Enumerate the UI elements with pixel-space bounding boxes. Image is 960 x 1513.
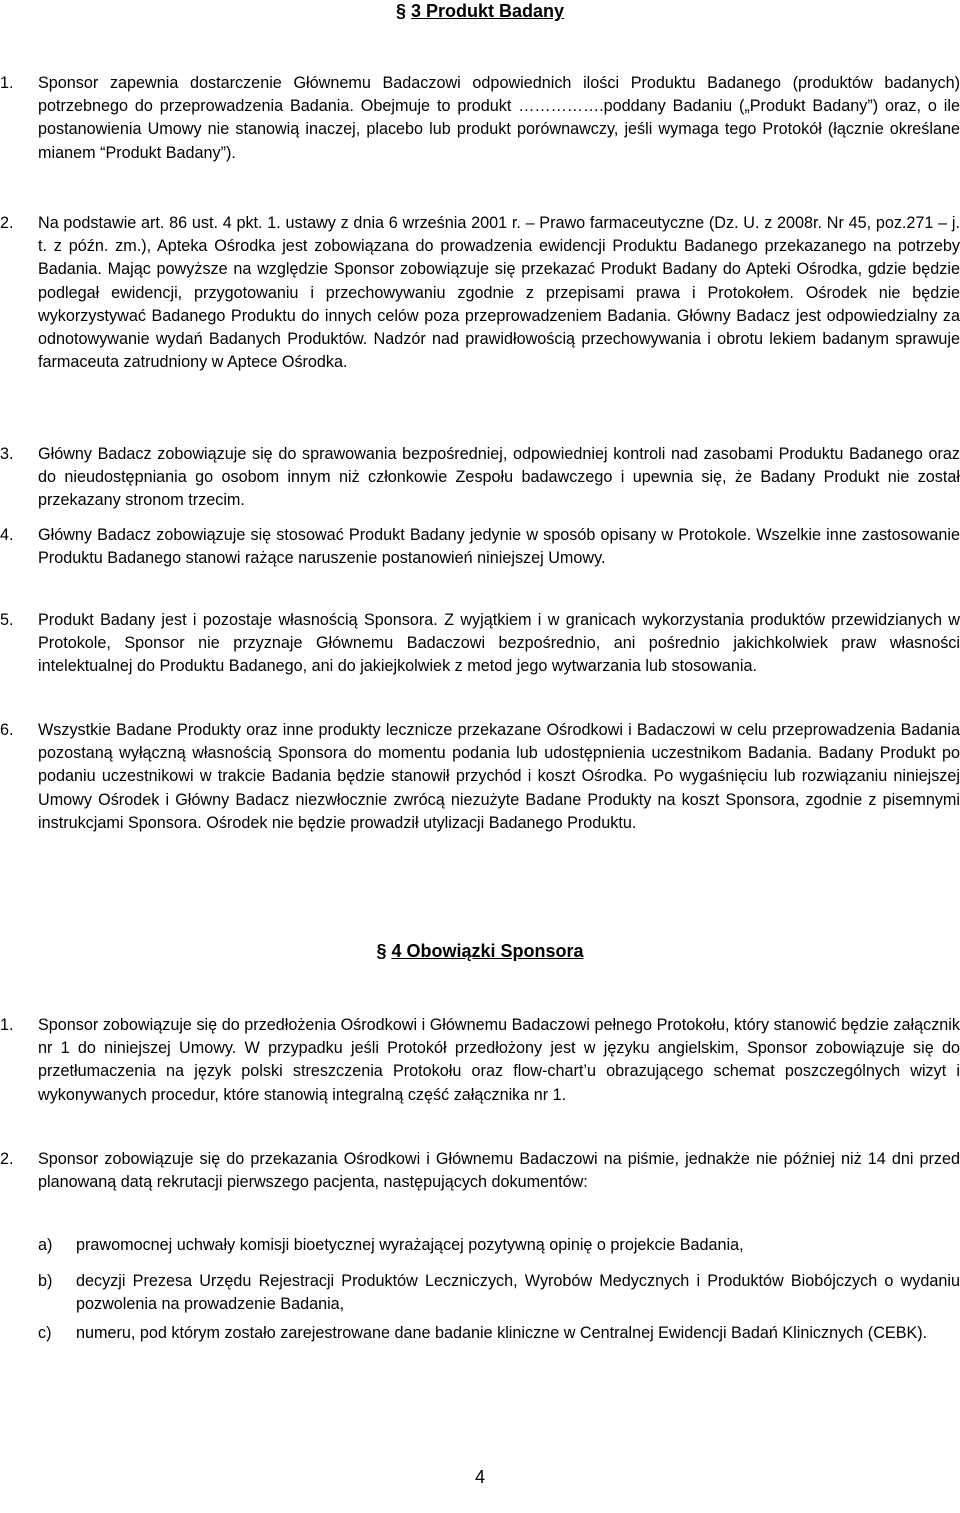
item-text: Na podstawie art. 86 ust. 4 pkt. 1. ustawy z dnia 6 września 2001 r. – Prawo farmaceutyczne (Dz. U. z 2008r. Nr 45, poz.271 – j. t. z późn. zm.), Apteka Ośrodka jest zobowiązana do prowadzenia ewidencji Produktu Badanego przekazanego na potrzeby Badania. Mając powyższe na względzie Sponsor zobowiązuje się przekazać Produkt Badany do Apteki Ośrodka, gdzie będzie podlegał ewidencji, przygotowaniu i przechowywaniu zgodnie z przepisami prawa i Protokołem. Ośrodek nie będzie wykorzystywać Badanego Produktu do innych celów poza przeprowadzeniem Badania. Główny Badacz jest odpowiedzialny za odnotowywanie wydań Badanych Produktów. Nadzór nad prawidłowością przechowywania i obrotu lekiem badanym sprawuje farmaceuta zatrudniony w Aptece Ośrodka. bbox=[38, 214, 960, 372]
section-sign: § bbox=[395, 1, 406, 21]
item-number: 4. bbox=[0, 526, 14, 544]
item-number: 5. bbox=[0, 611, 14, 629]
subitem-label: a) bbox=[38, 1236, 53, 1254]
section-3-item-3 bbox=[0, 443, 960, 513]
section-3-title: 3 Produkt Badany bbox=[410, 1, 565, 21]
item-text: Produkt Badany jest i pozostaje własnością Sponsora. Z wyjątkiem i w granicach wykorzystania produktów przewidzianych w Protokole, Sponsor nie przyznaje Głównemu Badaczowi bezpośrednio, ani pośrednio jakichkolwiek praw własności intelektualnej do Produktu Badanego, ani do jakiejkolwiek z metod jego wytwarzania lub stosowania. bbox=[38, 611, 960, 676]
section-4-subitem-a bbox=[38, 1234, 960, 1257]
item-number: 3. bbox=[0, 445, 14, 463]
subitem-label: c) bbox=[38, 1324, 52, 1342]
section-3-item-4 bbox=[0, 524, 960, 570]
section-4-subitem-c bbox=[38, 1322, 960, 1345]
section-4-item-2 bbox=[0, 1148, 960, 1194]
section-4-heading bbox=[0, 940, 960, 962]
item-number: 2. bbox=[0, 1150, 14, 1168]
item-number: 1. bbox=[0, 74, 14, 92]
section-3-item-1 bbox=[0, 72, 960, 165]
item-text: Wszystkie Badane Produkty oraz inne produkty lecznicze przekazane Ośrodkowi i Badaczowi w celu przeprowadzenia Badania pozostaną wyłączną własnością Sponsora do momentu podania lub udostępnienia uczestnikom Badania. Badany Produkt po podaniu uczestnikowi w trakcie Badania będzie stanowił przychód i koszt Ośrodka. Po wygaśnięciu lub rozwiązaniu niniejszej Umowy Ośrodek i Główny Badacz niezwłocznie zwrócą niezużyte Badane Produkty na koszt Sponsora, zgodnie z pisemnymi instrukcjami Sponsora. Ośrodek nie będzie prowadził utylizacji Badanego Produktu. bbox=[38, 721, 960, 832]
section-sign: § bbox=[376, 941, 387, 961]
section-4-title: 4 Obowiązki Sponsora bbox=[391, 941, 584, 961]
section-3-item-2 bbox=[0, 212, 960, 374]
subitem-text: numeru, pod którym zostało zarejestrowane dane badanie kliniczne w Centralnej Ewidencji Badań Klinicznych (CEBK). bbox=[76, 1324, 928, 1342]
subitem-text: decyzji Prezesa Urzędu Rejestracji Produktów Leczniczych, Wyrobów Medycznych i Produktów Biobójczych o wydaniu pozwolenia na prowadzenie Badania, bbox=[76, 1272, 960, 1314]
section-4-item-1 bbox=[0, 1014, 960, 1107]
section-3-heading bbox=[0, 0, 960, 22]
item-number: 6. bbox=[0, 721, 14, 739]
item-text: Sponsor zobowiązuje się do przekazania Ośrodkowi i Głównemu Badaczowi na piśmie, jednakże nie później niż 14 dni przed planowaną datą rekrutacji pierwszego pacjenta, następujących dokumentów: bbox=[38, 1150, 960, 1192]
section-3-item-5 bbox=[0, 609, 960, 679]
item-number: 1. bbox=[0, 1016, 14, 1034]
section-4-subitem-b bbox=[38, 1270, 960, 1316]
page-number: 4 bbox=[474, 1467, 485, 1487]
item-number: 2. bbox=[0, 214, 14, 232]
item-text: Sponsor zobowiązuje się do przedłożenia Ośrodkowi i Głównemu Badaczowi pełnego Protokołu, który stanowić będzie załącznik nr 1 do niniejszej Umowy. W przypadku jeśli Protokół przedłożony jest w języku angielskim, Sponsor zobowiązuje się do przetłumaczenia na język polski streszczenia Protokołu oraz flow-chart’u obrazującego schemat poszczególnych wizyt i wykonywanych procedur, które stanowią integralną część załącznika nr 1. bbox=[38, 1016, 960, 1104]
subitem-label: b) bbox=[38, 1272, 53, 1290]
item-text: Główny Badacz zobowiązuje się do sprawowania bezpośredniej, odpowiedniej kontroli nad zasobami Produktu Badanego oraz do nieudostępniania go osobom innym niż członkowie Zespołu badawczego i upewnia się, że Badany Produkt nie został przekazany stronom trzecim. bbox=[38, 445, 960, 510]
subitem-text: prawomocnej uchwały komisji bioetycznej wyrażającej pozytywną opinię o projekcie Badania, bbox=[76, 1236, 744, 1254]
item-text: Sponsor zapewnia dostarczenie Głównemu Badaczowi odpowiednich ilości Produktu Badanego (produktów badanych) potrzebnego do przeprowadzenia Badania. Obejmuje to produkt …………….poddany Badaniu („Produkt Badany”) oraz, o ile postanowienia Umowy nie stanowią inaczej, placebo lub produkt porównawczy, jeśli wymaga tego Protokół (łącznie określane mianem “Produkt Badany”). bbox=[38, 74, 960, 162]
item-text: Główny Badacz zobowiązuje się stosować Produkt Badany jedynie w sposób opisany w Protokole. Wszelkie inne zastosowanie Produktu Badanego stanowi rażące naruszenie postanowień niniejszej Umowy. bbox=[38, 526, 960, 568]
section-3-item-6 bbox=[0, 719, 960, 835]
